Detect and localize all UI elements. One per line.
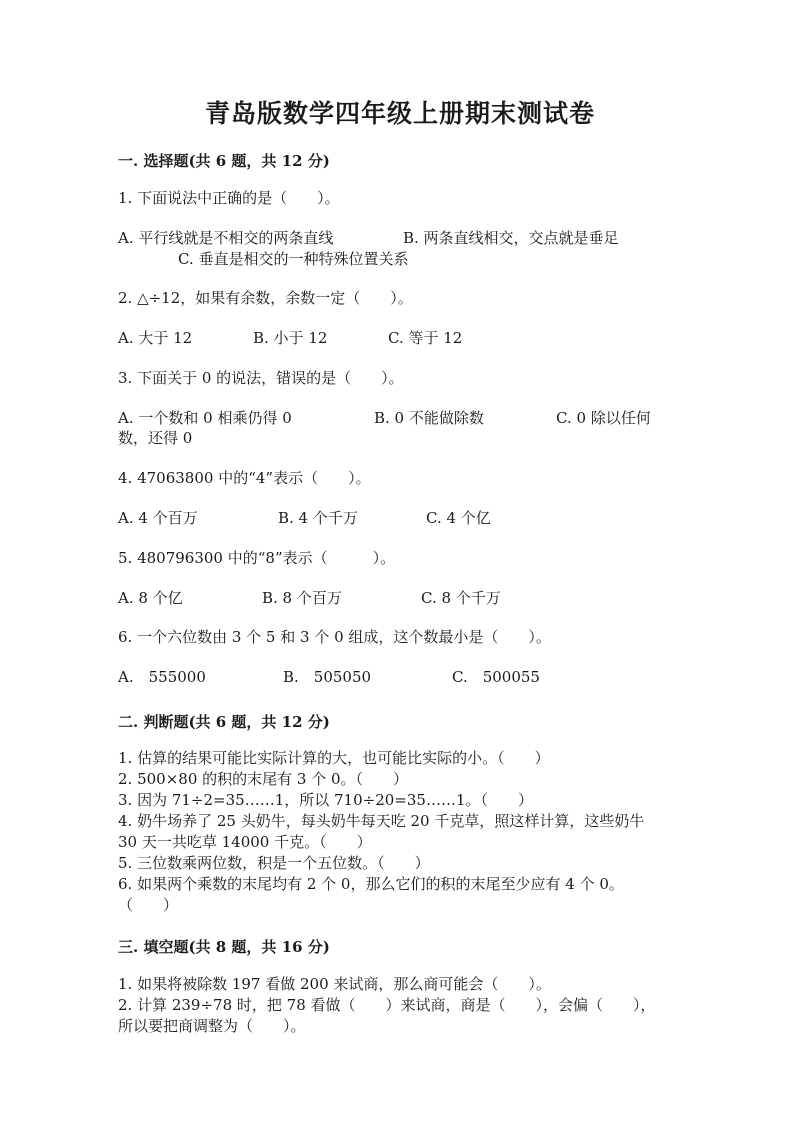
question-text: 3. 下面关于 0 的说法，错误的是（ ）。 <box>118 369 404 387</box>
option-b: B. 小于 12 <box>253 329 328 347</box>
option-c: C. 等于 12 <box>388 329 463 347</box>
fill-item: 2. 计算 239÷78 时，把 78 看做（ ）来试商，商是（ ），会偏（ ）， <box>118 996 656 1014</box>
fill-item-continuation: 所以要把商调整为（ ）。 <box>118 1017 306 1035</box>
option-a: A. 8 个亿 <box>118 589 183 607</box>
question-text: 5. 480796300 中的“8”表示（ ）。 <box>118 549 396 567</box>
option-a: A. 4 个百万 <box>118 509 198 527</box>
judge-item: 6. 如果两个乘数的末尾均有 2 个 0，那么它们的积的末尾至少应有 4 个 0。 <box>118 875 624 893</box>
option-c: C. 500055 <box>452 668 540 686</box>
question-text: 6. 一个六位数由 3 个 5 和 3 个 0 组成，这个数最小是（ ）。 <box>118 628 551 646</box>
judge-item: 5. 三位数乘两位数，积是一个五位数。（ ） <box>118 854 430 872</box>
option-c-continuation: 数，还得 0 <box>118 429 193 447</box>
option-c: C. 垂直是相交的一种特殊位置关系 <box>178 250 409 268</box>
option-c: C. 8 个千万 <box>421 589 501 607</box>
option-b: B. 505050 <box>283 668 372 686</box>
option-b: B. 4 个千万 <box>278 509 358 527</box>
option-a: A. 一个数和 0 相乘仍得 0 <box>118 409 292 427</box>
fill-item: 1. 如果将被除数 197 看做 200 来试商，那么商可能会（ ）。 <box>118 975 551 993</box>
judge-item: 4. 奶牛场养了 25 头奶牛，每头奶牛每天吃 20 千克草，照这样计算，这些奶牛 <box>118 812 645 830</box>
option-b: B. 0 不能做除数 <box>374 409 484 427</box>
section-heading-judge: 二. 判断题(共 6 题，共 12 分) <box>118 713 330 731</box>
judge-item: 1. 估算的结果可能比实际计算的大，也可能比实际的小。（ ） <box>118 749 550 767</box>
option-b: B. 8 个百万 <box>262 589 342 607</box>
option-a: A. 平行线就是不相交的两条直线 <box>118 229 334 247</box>
option-a: A. 555000 <box>118 668 206 686</box>
page-title: 青岛版数学四年级上册期末测试卷 <box>204 99 595 128</box>
judge-item: 2. 500×80 的积的末尾有 3 个 0。（ ） <box>118 770 409 788</box>
section-heading-choice: 一. 选择题(共 6 题，共 12 分) <box>118 152 330 170</box>
option-b: B. 两条直线相交，交点就是垂足 <box>403 229 619 247</box>
question-text: 4. 47063800 中的“4”表示（ ）。 <box>118 469 371 487</box>
option-a: A. 大于 12 <box>118 329 193 347</box>
option-c: C. 4 个亿 <box>426 509 491 527</box>
judge-item-continuation: （ ） <box>118 896 179 914</box>
option-c: C. 0 除以任何 <box>556 409 651 427</box>
judge-item-continuation: 30 天一共吃草 14000 千克。（ ） <box>118 833 372 851</box>
judge-item: 3. 因为 71÷2=35……1，所以 710÷20=35……1。（ ） <box>118 791 533 809</box>
question-text: 1. 下面说法中正确的是（ ）。 <box>118 189 340 207</box>
section-heading-fill: 三. 填空题(共 8 题，共 16 分) <box>118 938 330 956</box>
question-text: 2. △÷12，如果有余数，余数一定（ ）。 <box>118 289 413 307</box>
